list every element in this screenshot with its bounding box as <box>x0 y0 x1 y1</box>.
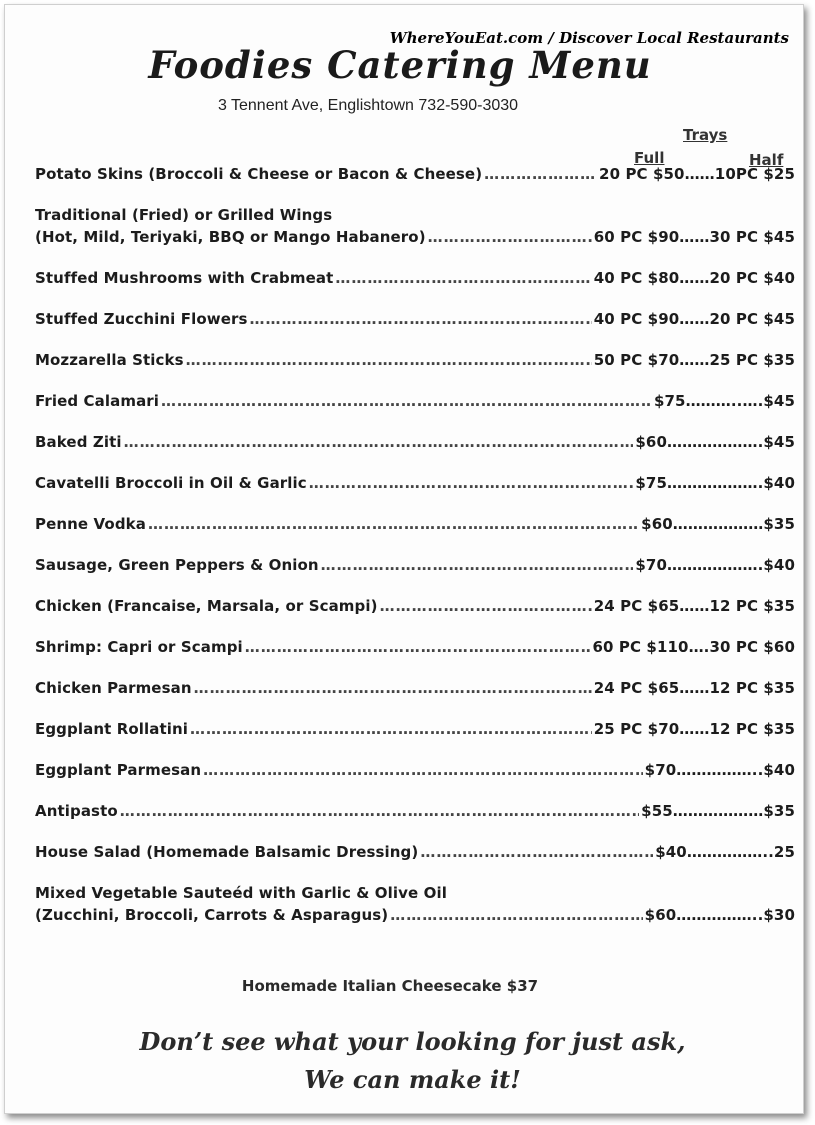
menu-item <box>35 554 795 576</box>
menu-item-name: House Salad (Homemade Balsamic Dressing) <box>35 843 419 861</box>
menu-item-line <box>35 841 795 863</box>
menu-item <box>35 595 795 617</box>
menu-item-price: $60……………..$30 <box>644 906 795 924</box>
dot-leader <box>380 595 592 617</box>
menu-item-line <box>35 718 795 740</box>
menu-item-line <box>35 226 795 248</box>
menu-item-name: Potato Skins (Broccoli & Cheese or Bacon & Cheese) <box>35 165 483 183</box>
closing-line-2: We can make it! <box>304 1065 521 1094</box>
menu-item-name: Chicken (Francaise, Marsala, or Scampi) <box>35 597 378 615</box>
dot-leader <box>203 759 643 781</box>
menu-item-name: Stuffed Zucchini Flowers <box>35 310 248 328</box>
menu-item <box>35 204 795 248</box>
dot-leader <box>250 308 592 330</box>
dot-leader <box>309 472 634 494</box>
menu-item-line <box>35 513 795 535</box>
dot-leader <box>428 226 592 248</box>
menu-item-price: 40 PC $90……20 PC $45 <box>593 310 795 328</box>
dot-leader <box>390 904 642 926</box>
menu-item-line <box>35 472 795 494</box>
dot-leader <box>190 718 592 740</box>
menu-item-name: Eggplant Rollatini <box>35 720 188 738</box>
menu-item-line <box>35 677 795 699</box>
menu-item-name: Cavatelli Broccoli in Oil & Garlic <box>35 474 307 492</box>
menu-item-name: Penne Vodka <box>35 515 146 533</box>
menu-item-price: 50 PC $70……25 PC $35 <box>593 351 795 369</box>
menu-item-line <box>35 349 795 371</box>
menu-item <box>35 163 795 185</box>
site-watermark: WhereYouEat.com / Discover Local Restaurants <box>389 29 789 47</box>
menu-item-line <box>35 431 795 453</box>
menu-item <box>35 677 795 699</box>
menu-item <box>35 349 795 371</box>
menu-list <box>35 163 795 945</box>
menu-item-name: Baked Ziti <box>35 433 122 451</box>
menu-item-name: Eggplant Parmesan <box>35 761 202 779</box>
menu-item-name: Fried Calamari <box>35 392 160 410</box>
menu-item-price: 20 PC $50……10PC $25 <box>599 165 795 183</box>
menu-item-name: Antipasto <box>35 802 118 820</box>
menu-item-price: 24 PC $65……12 PC $35 <box>593 679 795 697</box>
menu-item <box>35 513 795 535</box>
trays-column-header: Trays <box>683 126 728 144</box>
menu-item <box>35 759 795 781</box>
half-column-header: Half <box>749 151 784 169</box>
menu-item <box>35 800 795 822</box>
menu-item-line <box>35 636 795 658</box>
menu-item-line <box>35 267 795 289</box>
menu-item-price: 25 PC $70……12 PC $35 <box>593 720 795 738</box>
menu-item-name: Sausage, Green Peppers & Onion <box>35 556 319 574</box>
cheesecake-note: Homemade Italian Cheesecake $37 <box>241 977 539 995</box>
menu-item-name: Chicken Parmesan <box>35 679 192 697</box>
menu-title: Foodies Catering Menu <box>148 43 652 87</box>
menu-item-price: $70……………..$40 <box>644 761 795 779</box>
menu-item <box>35 390 795 412</box>
menu-item-price: 24 PC $65……12 PC $35 <box>593 597 795 615</box>
menu-item-line <box>35 759 795 781</box>
dot-leader <box>148 513 639 535</box>
menu-item-price: $75……………….$40 <box>635 474 795 492</box>
menu-item-line <box>35 800 795 822</box>
menu-item <box>35 718 795 740</box>
dot-leader <box>186 349 592 371</box>
dot-leader <box>124 431 634 453</box>
menu-item-price: $70……………….$40 <box>635 556 795 574</box>
menu-item-line <box>35 904 795 926</box>
dot-leader <box>321 554 634 576</box>
menu-item <box>35 882 795 926</box>
dot-leader <box>120 800 639 822</box>
full-column-header: Full <box>634 149 665 167</box>
menu-item-line <box>35 595 795 617</box>
dot-leader <box>194 677 592 699</box>
menu-item <box>35 308 795 330</box>
menu-item-price: $75………..….$45 <box>653 392 795 410</box>
dot-leader <box>335 267 591 289</box>
dot-leader <box>161 390 652 412</box>
menu-item-price: $55………………$35 <box>641 802 795 820</box>
menu-sheet <box>4 4 804 1114</box>
restaurant-address: 3 Tennent Ave, Englishtown 732-590-3030 <box>217 97 519 114</box>
menu-item-name: Mozzarella Sticks <box>35 351 184 369</box>
menu-item-line <box>35 163 795 185</box>
menu-item <box>35 472 795 494</box>
menu-item <box>35 841 795 863</box>
menu-item <box>35 267 795 289</box>
menu-item-name-line1: Traditional (Fried) or Grilled Wings <box>35 206 333 224</box>
menu-item-name: Shrimp: Capri or Scampi <box>35 638 243 656</box>
closing-message <box>5 1023 804 1099</box>
menu-item-line <box>35 308 795 330</box>
menu-item-name: (Zucchini, Broccoli, Carrots & Asparagus) <box>35 906 389 924</box>
dot-leader <box>245 636 591 658</box>
closing-line-1: Don’t see what your looking for just ask, <box>139 1027 686 1056</box>
menu-item <box>35 431 795 453</box>
menu-item <box>35 636 795 658</box>
menu-item-name-line1: Mixed Vegetable Sauteéd with Garlic & Olive Oil <box>35 884 447 902</box>
menu-item-line <box>35 390 795 412</box>
dot-leader <box>420 841 653 863</box>
menu-item-name: Stuffed Mushrooms with Crabmeat <box>35 269 334 287</box>
menu-item-price: $60……………….$45 <box>635 433 795 451</box>
menu-item-price: 60 PC $110….30 PC $60 <box>592 638 795 656</box>
menu-item-price: 40 PC $80……20 PC $40 <box>593 269 795 287</box>
menu-item-price: 60 PC $90……30 PC $45 <box>593 228 795 246</box>
menu-item-price: $40……………..25 <box>655 843 795 861</box>
menu-item-price: $60………………$35 <box>641 515 795 533</box>
menu-item-name: (Hot, Mild, Teriyaki, BBQ or Mango Habanero) <box>35 228 426 246</box>
menu-item-line <box>35 554 795 576</box>
dot-leader <box>484 163 597 185</box>
